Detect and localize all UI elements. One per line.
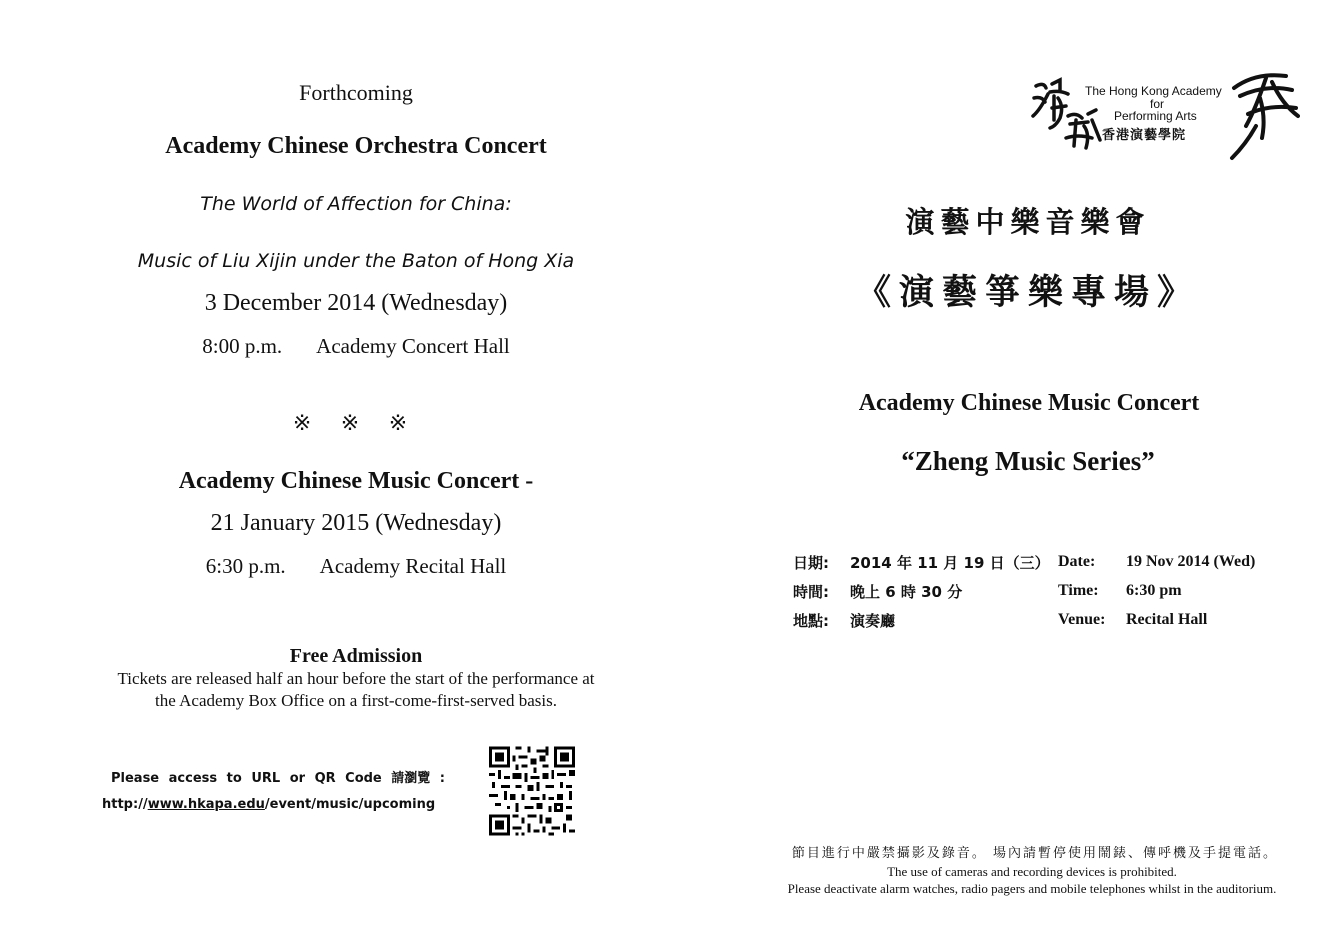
event1-title: Academy Chinese Orchestra Concert [165, 133, 547, 159]
en-time-value: 6:30 pm [1126, 582, 1182, 599]
cn-time-label: 時間: [793, 583, 829, 601]
cn-time-value: 晚上 6 時 30 分 [850, 583, 963, 601]
event1-date: 3 December 2014 (Wednesday) [204, 290, 508, 316]
chinese-title: 演藝中樂音樂會 [905, 205, 1151, 239]
admission-line-2: the Academy Box Office on a first-come-first-served basis. [155, 691, 557, 710]
cn-date-value: 2014 年 11 月 19 日（三） [850, 554, 1050, 572]
event2-title: Academy Chinese Music Concert - [178, 468, 534, 494]
academy-logo [1030, 68, 1300, 168]
event2-date: 21 January 2015 (Wednesday) [210, 510, 502, 536]
forthcoming-label: Forthcoming [299, 80, 413, 105]
cn-venue-value: 演奏廳 [850, 612, 896, 630]
url-prefix: http:// [102, 797, 148, 812]
english-subtitle: “Zheng Music Series” [901, 446, 1155, 476]
cn-venue-label: 地點: [793, 612, 829, 630]
event1-time-venue [0, 334, 712, 359]
event1-venue: Academy Concert Hall [316, 334, 510, 358]
academy-star-emblem-icon [1226, 68, 1300, 164]
qr-code-icon[interactable] [489, 746, 575, 836]
section-separator: ※ ※ ※ [292, 410, 420, 435]
logo-chinese-name: 香港演藝學院 [1102, 128, 1187, 143]
logo-line-2: for [1150, 97, 1165, 111]
en-date-value: 19 Nov 2014 (Wed) [1126, 553, 1256, 570]
chinese-subtitle: 《演藝箏樂專場》 [855, 273, 1200, 313]
access-url[interactable] [102, 797, 435, 812]
footer-notice-line-1: The use of cameras and recording devices is prohibited. [887, 864, 1177, 879]
en-date-label: Date: [1058, 553, 1096, 570]
event1-subtitle-1: The World of Affection for China: [200, 193, 512, 215]
event2-time-venue [0, 554, 712, 579]
cn-date-label: 日期: [793, 554, 829, 572]
event2-time: 6:30 p.m. [205, 554, 286, 578]
english-title: Academy Chinese Music Concert [858, 390, 1200, 416]
right-panel [712, 0, 1344, 948]
admission-heading: Free Admission [289, 645, 423, 667]
en-venue-value: Recital Hall [1126, 611, 1208, 628]
footer-notice-line-2: Please deactivate alarm watches, radio pagers and mobile telephones whilst in the auditorium. [787, 881, 1277, 896]
url-path: /event/music/upcoming [264, 797, 436, 812]
admission-line-1: Tickets are released half an hour before the start of the performance at [117, 669, 595, 688]
url-domain: www.hkapa.edu [147, 797, 265, 812]
event1-time: 8:00 p.m. [202, 334, 283, 358]
en-venue-label: Venue: [1058, 611, 1106, 628]
logo-line-1: The Hong Kong Academy [1085, 84, 1222, 98]
footer-chinese-notice: 節目進行中嚴禁攝影及錄音。 場內請暫停使用鬧錶、傳呼機及手提電話。 [791, 846, 1279, 861]
access-prompt: Please access to URL or QR Code 請瀏覽 : [111, 771, 446, 786]
event2-venue: Academy Recital Hall [319, 554, 507, 578]
event1-subtitle-2: Music of Liu Xijin under the Baton of Hong Xia [137, 250, 575, 272]
en-time-label: Time: [1058, 582, 1099, 599]
logo-line-3: Performing Arts [1114, 109, 1197, 123]
